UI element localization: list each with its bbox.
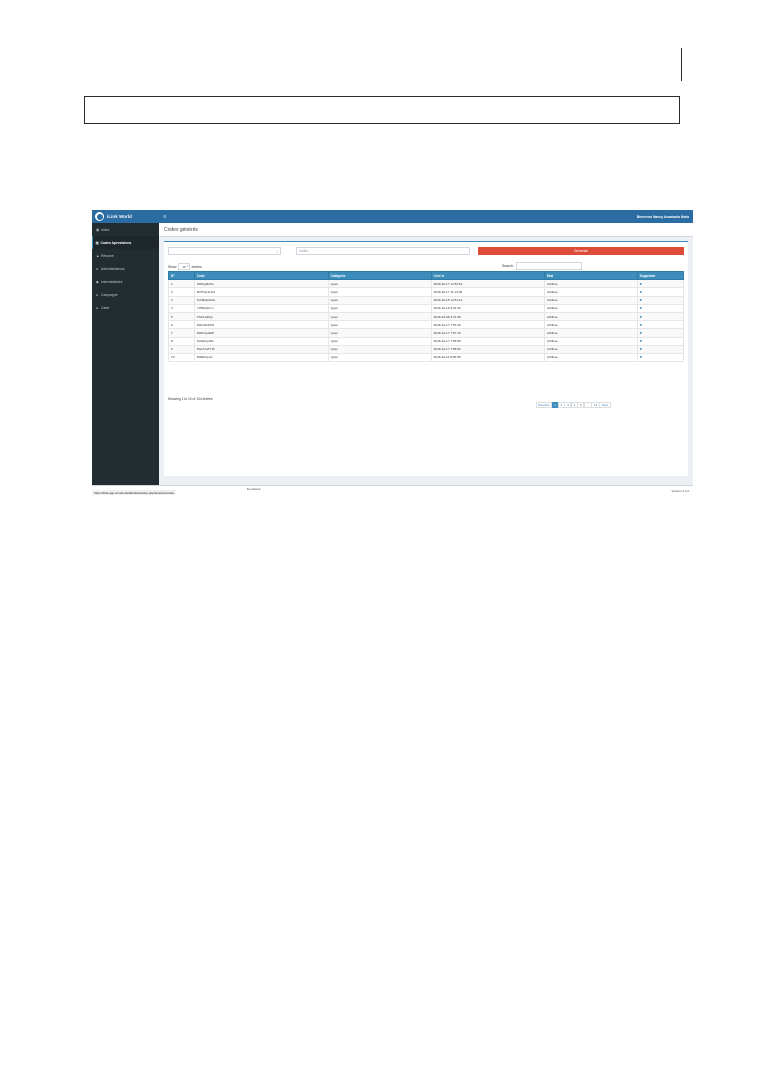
cell-etat: Attribué — [544, 280, 637, 288]
column-header-supprimer[interactable]: Supprimer — [637, 272, 683, 280]
cell-etat: Attribué — [544, 296, 637, 304]
page-length-control — [168, 263, 202, 270]
brand-label: iLink World — [107, 214, 132, 219]
cell-etat: Attribué — [544, 321, 637, 329]
chart-icon: ▲ — [96, 253, 100, 258]
pagination — [536, 402, 611, 408]
cell-delete[interactable] — [637, 337, 683, 345]
sidebar-item-label: Carte — [101, 305, 110, 310]
cell-delete[interactable] — [637, 312, 683, 320]
cell-delete[interactable] — [637, 321, 683, 329]
logo-icon — [95, 212, 104, 221]
main-panel — [164, 241, 688, 476]
sidebar-item-resume[interactable] — [92, 249, 159, 262]
barcode-icon: ▦ — [95, 240, 99, 245]
cell-delete[interactable] — [637, 329, 683, 337]
cell-code: 9WEFrq1sc — [194, 353, 328, 361]
cell-etat: Attribué — [544, 337, 637, 345]
category-select[interactable] — [168, 247, 281, 255]
cell-n: 7 — [169, 329, 195, 337]
sidebar-item-label: Intermédiaires — [101, 279, 123, 284]
trash-icon[interactable]: ■ — [639, 322, 642, 327]
cell-code: 3WCaDS2XI — [194, 321, 328, 329]
cell-categorie: typec — [328, 345, 431, 353]
cell-etat: Attribué — [544, 353, 637, 361]
cell-categorie: typec — [328, 329, 431, 337]
pagination-page-4[interactable]: 4 — [571, 402, 578, 408]
cell-categorie: typec — [328, 304, 431, 312]
browser-status-url: https://ilink-app.com/horkoff/extiste/index.php/Gestion/codes — [94, 490, 174, 495]
cell-date: 2018-10-17 7:58:00 — [431, 337, 544, 345]
cell-etat: Attribué — [544, 312, 637, 320]
table-info: Showing 1 to 10 of 134 entries — [168, 397, 213, 401]
cell-delete[interactable] — [637, 345, 683, 353]
share-icon: ◆ — [96, 279, 99, 284]
sidebar-item-campagne[interactable] — [92, 288, 159, 301]
sidebar-item-index[interactable] — [92, 223, 159, 236]
cell-delete[interactable] — [637, 304, 683, 312]
cell-n: 4 — [169, 304, 195, 312]
trash-icon[interactable]: ■ — [639, 339, 642, 344]
table-row[interactable] — [169, 296, 684, 304]
pagination-page-5[interactable]: 5 — [577, 402, 584, 408]
cell-n: 6 — [169, 321, 195, 329]
cell-code: tSDKg3kzfG — [194, 280, 328, 288]
cell-n: 8 — [169, 337, 195, 345]
cell-code: TuN8dpwS3o — [194, 296, 328, 304]
cell-date: 2018-10-17 7:58:53 — [431, 345, 544, 353]
cell-categorie: typec — [328, 353, 431, 361]
column-header-categorie[interactable]: Catégorie — [328, 272, 431, 280]
cell-delete[interactable] — [637, 280, 683, 288]
browser-status-note: En attente — [247, 487, 261, 491]
pin-icon: ● — [96, 292, 99, 297]
cell-categorie: typec — [328, 312, 431, 320]
table-head — [169, 272, 684, 280]
cell-code: 0WbUqxE3F — [194, 329, 328, 337]
search-label: Search: — [502, 264, 514, 268]
chevron-down-icon: ↕ — [276, 250, 278, 254]
column-header-n[interactable]: N° — [169, 272, 195, 280]
sidebar-item-codes-aprovisions[interactable] — [92, 236, 159, 249]
footer-version-value: 2.4.0 — [682, 489, 689, 493]
sidebar-item-label: Résumé — [101, 253, 114, 258]
trash-icon[interactable]: ■ — [639, 347, 642, 352]
cell-n: 5 — [169, 312, 195, 320]
cell-date: 2018-10-15 14:51:14 — [431, 296, 544, 304]
brand-area[interactable] — [92, 210, 159, 223]
footer-version — [671, 489, 689, 493]
trash-icon[interactable]: ■ — [639, 298, 642, 303]
show-label: Show — [168, 264, 177, 269]
cell-delete[interactable] — [637, 296, 683, 304]
user-icon: ● — [96, 266, 99, 271]
entries-label: entries — [191, 264, 202, 269]
cell-etat: Attribué — [544, 288, 637, 296]
dashboard-icon: ▣ — [96, 227, 100, 232]
cell-categorie: typec — [328, 280, 431, 288]
cell-date: 2018-10-08 3:31:36 — [431, 312, 544, 320]
sidebar — [92, 223, 159, 485]
column-header-etat[interactable]: Etat — [544, 272, 637, 280]
cell-n: 10 — [169, 353, 195, 361]
table-search — [502, 262, 582, 270]
cell-categorie: typec — [328, 321, 431, 329]
content-header — [159, 223, 693, 237]
pagination-previous[interactable]: Previous — [536, 402, 552, 408]
cell-code: 6hfiTQc1Ud4 — [194, 288, 328, 296]
table-row[interactable] — [169, 288, 684, 296]
cell-etat: Attribué — [544, 329, 637, 337]
trash-icon[interactable]: ■ — [639, 330, 642, 335]
pagination-page-last[interactable]: 14 — [591, 402, 599, 408]
sidebar-item-administrateurs[interactable] — [92, 262, 159, 275]
footer-version-label: Version — [671, 489, 682, 493]
table-header-row — [169, 272, 684, 280]
table-row[interactable] — [169, 337, 684, 345]
table-row[interactable] — [169, 304, 684, 312]
page-length-value: 10 — [182, 264, 186, 269]
page-title: Codes générés — [164, 226, 198, 233]
pagination-page-1[interactable]: 1 — [552, 402, 559, 408]
cell-categorie: typec — [328, 337, 431, 345]
cell-n: 2 — [169, 288, 195, 296]
cell-delete[interactable] — [637, 353, 683, 361]
cell-n: 1 — [169, 280, 195, 288]
cell-date: 2018-10-17 7:53:16 — [431, 321, 544, 329]
cell-date: 2018-10-17 14:53:51 — [431, 280, 544, 288]
sidebar-item-label: Campagne — [101, 292, 118, 297]
top-navbar — [92, 210, 693, 223]
table-row[interactable] — [169, 345, 684, 353]
trash-icon[interactable]: ■ — [639, 355, 642, 360]
table-row[interactable] — [169, 312, 684, 320]
sidebar-item-label: Codes Aprovisions — [100, 240, 132, 245]
table-body — [169, 280, 684, 362]
trash-icon[interactable]: ■ — [639, 314, 642, 319]
trash-icon[interactable]: ■ — [639, 306, 642, 311]
cell-categorie: typec — [328, 288, 431, 296]
sidebar-item-carte[interactable] — [92, 301, 159, 314]
hamburger-icon[interactable]: ☰ — [163, 214, 167, 219]
table-row[interactable] — [169, 321, 684, 329]
cell-code: SwdkrIgnMe — [194, 337, 328, 345]
app-footer — [92, 485, 693, 495]
column-header-code[interactable]: Code — [194, 272, 328, 280]
table-row[interactable] — [169, 329, 684, 337]
pagination-page-2[interactable]: 2 — [558, 402, 565, 408]
pagination-ellipsis: … — [584, 402, 592, 408]
cell-code: XS1FxjfbQj — [194, 312, 328, 320]
cell-date: 2018-10-17 11:13:00 — [431, 288, 544, 296]
sidebar-item-intermediaires[interactable] — [92, 275, 159, 288]
table-row[interactable] — [169, 353, 684, 361]
cell-etat: Attribué — [544, 304, 637, 312]
content-area — [159, 223, 693, 485]
sidebar-item-label: Index — [101, 227, 110, 232]
cell-code: PGx47qTTfS — [194, 345, 328, 353]
cell-n: 3 — [169, 296, 195, 304]
cell-categorie: typec — [328, 296, 431, 304]
sidebar-item-label: Administrateurs — [101, 266, 125, 271]
trash-icon[interactable]: ■ — [639, 281, 642, 286]
trash-icon[interactable]: ■ — [639, 289, 642, 294]
page-length-select[interactable] — [178, 263, 190, 270]
generate-form — [168, 247, 684, 255]
search-input[interactable] — [516, 262, 582, 270]
table-row[interactable] — [169, 280, 684, 288]
codes-table — [168, 271, 684, 362]
cell-etat: Attribué — [544, 345, 637, 353]
generate-button[interactable]: Generate — [478, 247, 684, 255]
cell-n: 9 — [169, 345, 195, 353]
user-greeting[interactable]: Bienvenu Nancy Anastasia Niala — [636, 214, 689, 219]
page-decoration-line — [681, 48, 682, 81]
codes-input[interactable]: codes — [296, 247, 470, 255]
pagination-page-3[interactable]: 3 — [564, 402, 571, 408]
browser-screenshot — [92, 210, 693, 495]
cell-date: 2018-10-17 7:57:15 — [431, 329, 544, 337]
chevron-down-icon: ▾ — [187, 265, 189, 268]
cell-date: 2018-10-11 8:08:08 — [431, 353, 544, 361]
cell-date: 2018-10-18 2:01:20 — [431, 304, 544, 312]
cell-code: nYBkUjKLm — [194, 304, 328, 312]
page-decoration-box — [84, 96, 680, 124]
pin-icon: ● — [96, 305, 99, 310]
cell-delete[interactable] — [637, 288, 683, 296]
column-header-cree-le[interactable]: Crée le — [431, 272, 544, 280]
pagination-next[interactable]: Next — [599, 402, 610, 408]
